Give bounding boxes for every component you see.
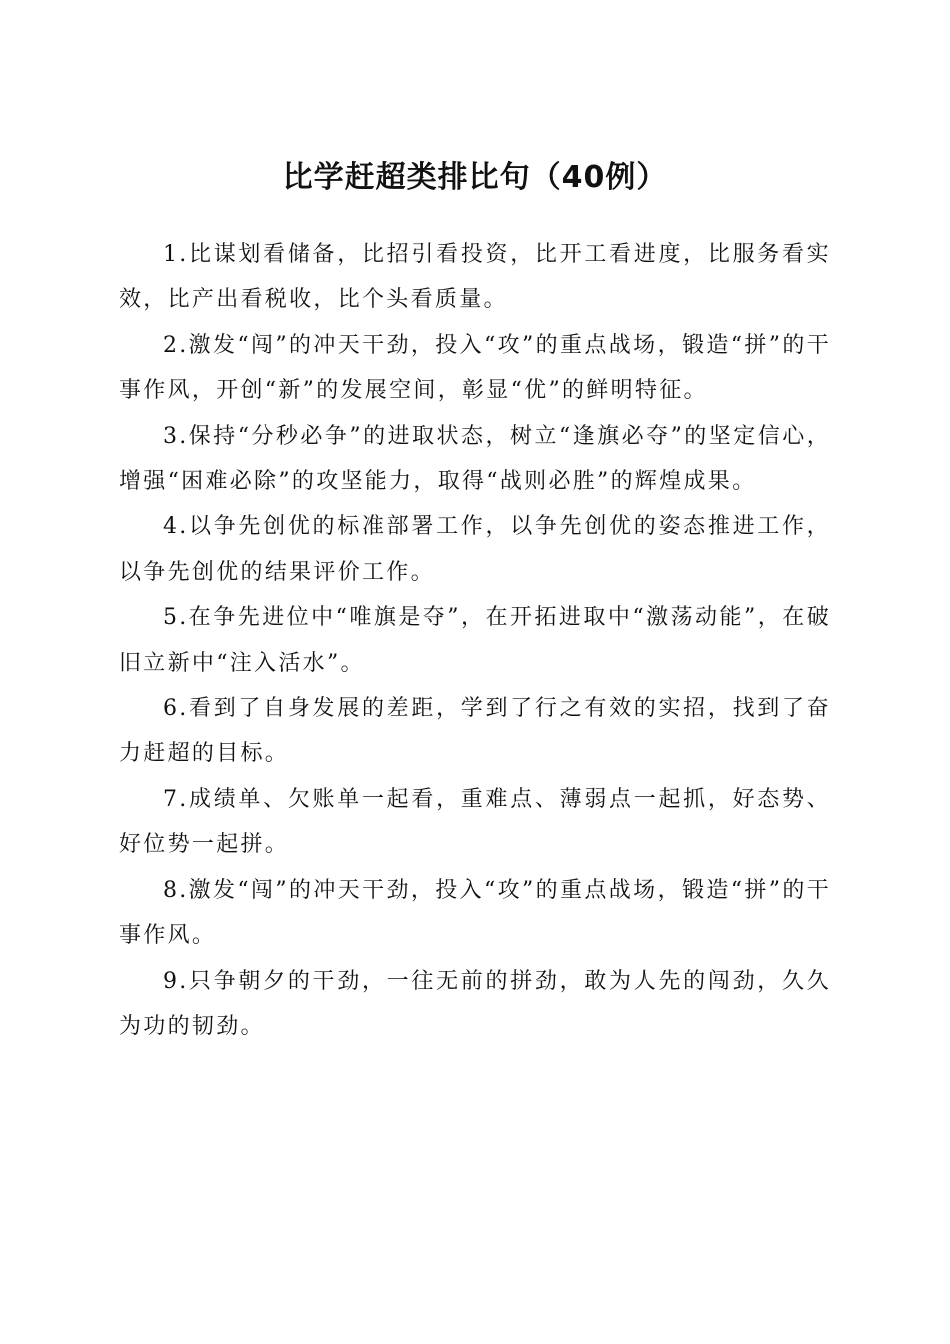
document-body [119, 232, 831, 1049]
list-item-1: 1.比谋划看储备，比招引看投资，比开工看进度，比服务看实效，比产出看税收，比个头看质量。 [119, 242, 831, 313]
list-item-5: 5.在争先进位中“唯旗是夺”，在开拓进取中“激荡动能”，在破旧立新中“注入活水”。 [119, 605, 831, 676]
list-item-9: 9.只争朝夕的干劲，一往无前的拼劲，敢为人先的闯劲，久久为功的韧劲。 [119, 968, 831, 1039]
list-item-3: 3.保持“分秒必争”的进取状态，树立“逢旗必夺”的坚定信心，增强“困难必除”的攻坚能力，取得“战则必胜”的辉煌成果。 [119, 423, 831, 495]
list-item-8: 8.激发“闯”的冲天干劲，投入“攻”的重点战场，锻造“拼”的干事作风。 [119, 877, 831, 949]
document-title: 比学赶超类排比句（40例） [282, 160, 668, 196]
list-item-2: 2.激发“闯”的冲天干劲，投入“攻”的重点战场，锻造“拼”的干事作风，开创“新”的发展空间，彰显“优”的鲜明特征。 [119, 332, 831, 404]
list-item-4: 4.以争先创优的标准部署工作，以争先创优的姿态推进工作，以争先创优的结果评价工作。 [119, 514, 831, 585]
list-item-6: 6.看到了自身发展的差距，学到了行之有效的实招，找到了奋力赶超的目标。 [119, 696, 831, 767]
list-item-7: 7.成绩单、欠账单一起看，重难点、薄弱点一起抓，好态势、好位势一起拼。 [119, 786, 831, 858]
